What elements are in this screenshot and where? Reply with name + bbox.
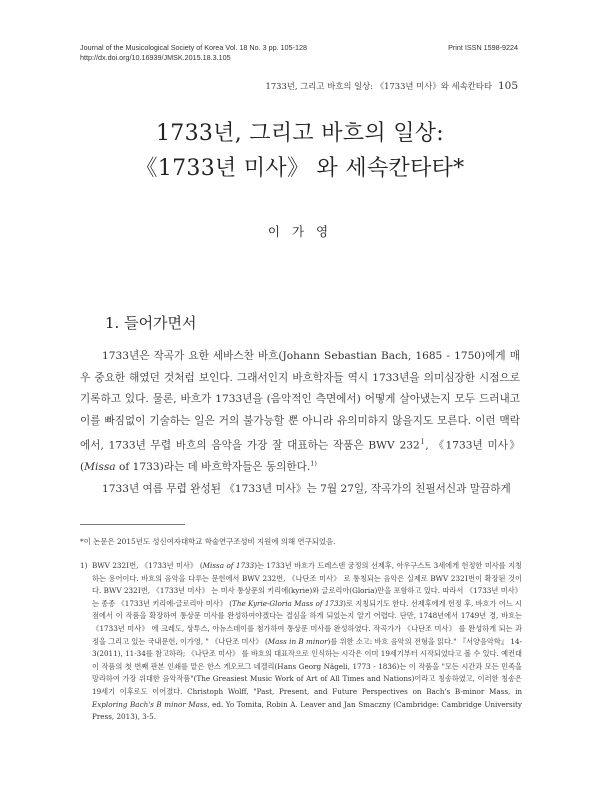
paragraph-text: 1733년은 작곡가 요한 세바스찬 바흐(Johann Sebastian Bach, 1685 - 1750)에게 매우 중요한 해였던 것처럼 보인다. 그래서인지 바흐학자들 역시 1733년을 의미심장한 시점으로 기록하고 있다. 물론, 바흐가 1733년을 (음악적인 측면에서) 어떻게 살아냈는지 모두 드러내고 이를 빠짐없이 기술하는 일은 거의 불가능할 뿐 아니라 유의미하지 않을지도 모른다. 이런 맥락에서, 1733년 무렵 바흐의 음악을 가장 잘 대표하는 작품은 BWV 232 <box>80 350 520 452</box>
body-paragraph: 1733년은 작곡가 요한 세바스찬 바흐(Johann Sebastian Bach, 1685 - 1750)에게 매우 중요한 해였던 것처럼 보인다. 그래서인지 바흐학자들 역시 1733년을 의미심장한 시점으로 기록하고 있다. 물론, 바흐가 1733년을 (음악적인 측면에서) 어떻게 살아냈는지 모두 드러내고 이를 빠짐없이 기술하는 일은 거의 불가능할 뿐 아니라 유의미하지 않을지도 모른다. 이런 맥락에서, 1733년 무렵 바흐의 음악을 가장 잘 대표하는 작품은 BWV $232^Ⅰ$, 《1733년 미사》 (Missa of 1733)라는 데 바흐학자들은 동의한다.$^{1)}$ <box>80 350 521 474</box>
acknowledgement-note: *이 논문은 2015년도 성신여자대학교 학술연구조성비 지원에 의해 연구되었음. <box>80 537 336 546</box>
footnote-ref[interactable]: 1) <box>310 459 317 468</box>
footnote-segment: )는 1733년 바흐가 드레스덴 궁정의 선제후, 아우구스트 3세에게 헌정한 미사를 지칭하는 용어이다. 바흐의 음악을 다루는 문헌에서 BWV 232번, 《나단조 미사》 로 통칭되는 음악은 실제로 BWV 232Ⅰ번이 확장된 것이다. BWV 232Ⅰ번, 《1733년 미사》 는 미사 통상문의 키리에(kyrie)와 글로리아(Gloria)만을 포함하고 있다. 따라서 《1733년 미사》 는 종종 《1733년 키리에-글로리아 미사》 ( <box>92 561 522 608</box>
italic-title: Mass in B minor <box>267 636 328 646</box>
footnote-segment: )로 지칭되기도 한다. 선제후에게 헌정 후, 바흐가 어느 시점에서 이 작품을 확장하여 통상문 미사를 완성하여야겠다는 결심을 하게 되었는지 알기 어렵다. 단만, 1748년에서 1749년 경, 바흐는 《1733년 미사》 에 크레도, 상투스, 아뉴스데이를 첨가하여 통상문 미사를 완성하였다. 작곡가가 《나단조 미사》 를 완성하게 되는 과정을 그리고 있는 국내문헌, 이가영, " 《나단조 미사》 ( <box>92 598 523 646</box>
footnote-1 <box>80 560 522 724</box>
issn-label: Print ISSN 1598-9224 <box>448 43 518 52</box>
italic-title: Missa of 1733 <box>202 561 255 570</box>
body-paragraph: 1733년 여름 무렵 완성된 《1733년 미사》는 7월 27일, 작곡가의 친필서신과 말끔하게 <box>102 482 511 495</box>
paragraph-text: , 《1733년 미사》 ( <box>80 439 521 474</box>
footnote-text <box>92 560 522 724</box>
doi-link[interactable]: http://dx.doi.org/10.16939/JMSK.2015.18.3.105 <box>80 53 231 62</box>
footnote-segment: BWV 232Ⅰ번, 《1733년 미사》 ( <box>92 561 203 570</box>
running-head <box>265 80 518 92</box>
paragraph-text: of 1733)라는 데 바흐학자들은 동의한다. <box>115 461 311 474</box>
footnote-segment: )를 위한 소고: 바흐 음악의 전형을 읽다." 『서양음악학』 14-3(2011), 11-34를 참고하라; 《나단조 미사》 를 바흐의 대표작으로 인식하는 시각은 이미 19세기부터 시작되었다고 볼 수 있다. 예컨대 이 작품의 첫 번째 판본 인쇄를 맡은 한스 게오르그 네겔리(Hans Georg Nägeli, 1773 - 1836)는 이 작품을 "모든 시간과 모든 민족을 망라하여 가장 위대한 음악작품"(The Greasiest Music Work of Art of All Times and Nations)이라고 칭송하였고, 이러한 칭송은 19세기 이후로도 이어졌다. Christoph Wolff, "Past, Present, and Future Perspectives on Bach's B-minor Mass, in <box>92 636 522 696</box>
article-title-line1: 1733년, 그리고 바흐의 일상: <box>155 121 445 146</box>
journal-citation <box>80 43 307 63</box>
body-text <box>80 346 520 500</box>
page-number: 105 <box>497 80 518 92</box>
section-heading: 1. 들어가면서 <box>105 314 197 332</box>
running-title: 1733년, 그리고 바흐의 일상: 《1733년 미사》와 세속칸타타 <box>265 81 492 91</box>
article-title-line2: 《1733년 미사》 와 세속칸타타* <box>135 156 465 181</box>
italic-title: The Kyrie-Gloria Mass of 1733 <box>232 598 344 608</box>
footnote-segment: , ed. Yo Tomita, Robin A. Leaver and Jan Smaczny (Cambridge: Cambridge University Press, 2013), 3-5. <box>92 699 522 722</box>
footnote-divider <box>80 524 185 525</box>
footnote-number: 1) <box>80 561 88 570</box>
italic-title: Exploring Bach's B minor Mass <box>92 699 208 709</box>
journal-line: Journal of the Musicological Society of Korea Vol. 18 No. 3 pp. 105-128 <box>80 43 307 52</box>
author-name: 이 가 영 <box>267 224 333 239</box>
italic-title: Missa <box>84 461 116 474</box>
